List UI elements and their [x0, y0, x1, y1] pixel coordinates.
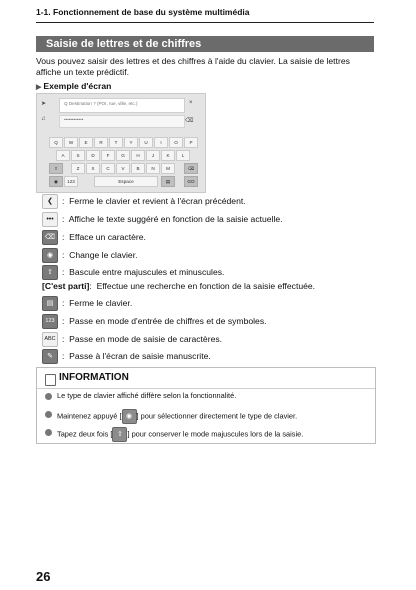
key-t[interactable]: T — [109, 137, 123, 148]
key-l[interactable]: L — [176, 150, 190, 161]
bullet — [45, 393, 52, 400]
intro-text: Vous pouvez saisir des lettres et des chiffres à l'aide du clavier. La saisie de lettres affiche un texte prédictif. — [36, 56, 350, 77]
key-b[interactable]: B — [131, 163, 145, 174]
info-item-3: Tapez deux fois [ ⇧ ] pour conserver le mode majuscules lors de la saisie. — [57, 427, 303, 442]
legend-go-label: [C'est parti] — [42, 281, 90, 291]
search-placeholder: Q Destination ? (POI, rue, ville, etc.) — [64, 101, 138, 106]
search-input[interactable] — [59, 98, 185, 113]
shift-arrow-icon: ⇧ — [42, 265, 58, 280]
key-y[interactable]: Y — [124, 137, 138, 148]
subheading-text: Exemple d'écran — [43, 81, 112, 91]
navigation-arrow-icon: ➤ — [41, 101, 47, 107]
key-f[interactable]: F — [101, 150, 115, 161]
key-r[interactable]: R — [94, 137, 108, 148]
more-dots-icon: ••• — [42, 212, 58, 227]
key-o[interactable]: O — [169, 137, 183, 148]
space-key[interactable]: Espace — [94, 176, 158, 187]
information-box — [36, 367, 376, 444]
go-key[interactable]: GO — [184, 176, 198, 187]
key-v[interactable]: V — [116, 163, 130, 174]
close-icon[interactable]: × — [189, 100, 193, 106]
legend-text-close: : Ferme le clavier. — [62, 298, 133, 308]
legend-text-handwriting: : Passe à l'écran de saisie manuscrite. — [62, 351, 211, 361]
key-n[interactable]: N — [146, 163, 160, 174]
key-w[interactable]: W — [64, 137, 78, 148]
subheading — [36, 81, 111, 91]
key-g[interactable]: G — [116, 150, 130, 161]
key-h[interactable]: H — [131, 150, 145, 161]
music-icon: ♫ — [41, 116, 46, 122]
key-k[interactable]: K — [161, 150, 175, 161]
legend-text-back: : Ferme le clavier et revient à l'écran précédent. — [62, 196, 246, 206]
legend-go: [C'est parti]: Effectue une recherche en fonction de la saisie effectuée. — [42, 281, 316, 291]
numbers-123-key[interactable]: 123 — [64, 176, 78, 187]
legend-text-abc: : Passe en mode de saisie de caractères. — [62, 334, 223, 344]
key-m[interactable]: M — [161, 163, 175, 174]
backspace-icon[interactable]: ⌫ — [185, 118, 194, 124]
globe-key[interactable]: ◉ — [49, 176, 63, 187]
chapter-header: 1-1. Fonctionnement de base du système multimédia — [36, 7, 250, 17]
suggestion-value: •••••••••••• — [64, 117, 84, 122]
key-e[interactable]: E — [79, 137, 93, 148]
legend-text-suggest: : Affiche le texte suggéré en fonction de la saisie actuelle. — [62, 214, 283, 224]
numbers-123-icon: 123 — [42, 314, 58, 329]
legend-text-shift: : Bascule entre majuscules et minuscules. — [62, 267, 225, 277]
chevron-left-icon: ❮ — [42, 194, 58, 209]
bullet — [45, 429, 52, 436]
key-j[interactable]: J — [146, 150, 160, 161]
legend-text-keyboard: : Change le clavier. — [62, 250, 138, 260]
information-title: INFORMATION — [59, 372, 129, 383]
keyboard-close-key[interactable]: ▤ — [161, 176, 175, 187]
key-a[interactable]: A — [56, 150, 70, 161]
key-z[interactable]: Z — [71, 163, 85, 174]
shift-key[interactable]: ⇧ — [49, 163, 63, 174]
key-i[interactable]: I — [154, 137, 168, 148]
triangle-icon: ▶ — [36, 84, 42, 91]
bullet — [45, 411, 52, 418]
key-s[interactable]: S — [71, 150, 85, 161]
note-icon — [45, 374, 56, 386]
globe-icon: ◉ — [122, 409, 137, 424]
section-title: Saisie de lettres et de chiffres — [46, 38, 202, 50]
backspace-icon: ⌫ — [42, 230, 58, 245]
backspace-key[interactable]: ⌫ — [184, 163, 198, 174]
info-item-1: Le type de clavier affiché diffère selon la fonctionnalité. — [57, 391, 237, 400]
legend-text-delete: : Efface un caractère. — [62, 232, 146, 242]
handwriting-icon: ✎ — [42, 349, 58, 364]
info-item-2: Maintenez appuyé [ ◉ ] pour sélectionner directement le type de clavier. — [57, 409, 297, 424]
key-d[interactable]: D — [86, 150, 100, 161]
key-q[interactable]: Q — [49, 137, 63, 148]
page-number: 26 — [36, 569, 51, 584]
keyboard-icon: ▤ — [42, 296, 58, 311]
key-u[interactable]: U — [139, 137, 153, 148]
globe-icon: ◉ — [42, 248, 58, 263]
key-x[interactable]: X — [86, 163, 100, 174]
information-divider — [37, 388, 375, 389]
header-rule — [36, 22, 374, 23]
shift-arrow-icon: ⇧ — [112, 427, 127, 442]
key-c[interactable]: C — [101, 163, 115, 174]
suggestion-field[interactable] — [59, 115, 185, 128]
screen-example — [36, 93, 206, 193]
key-p[interactable]: P — [184, 137, 198, 148]
abc-icon: ABC — [42, 332, 58, 347]
legend-text-numbers: : Passe en mode d'entrée de chiffres et de symboles. — [62, 316, 267, 326]
